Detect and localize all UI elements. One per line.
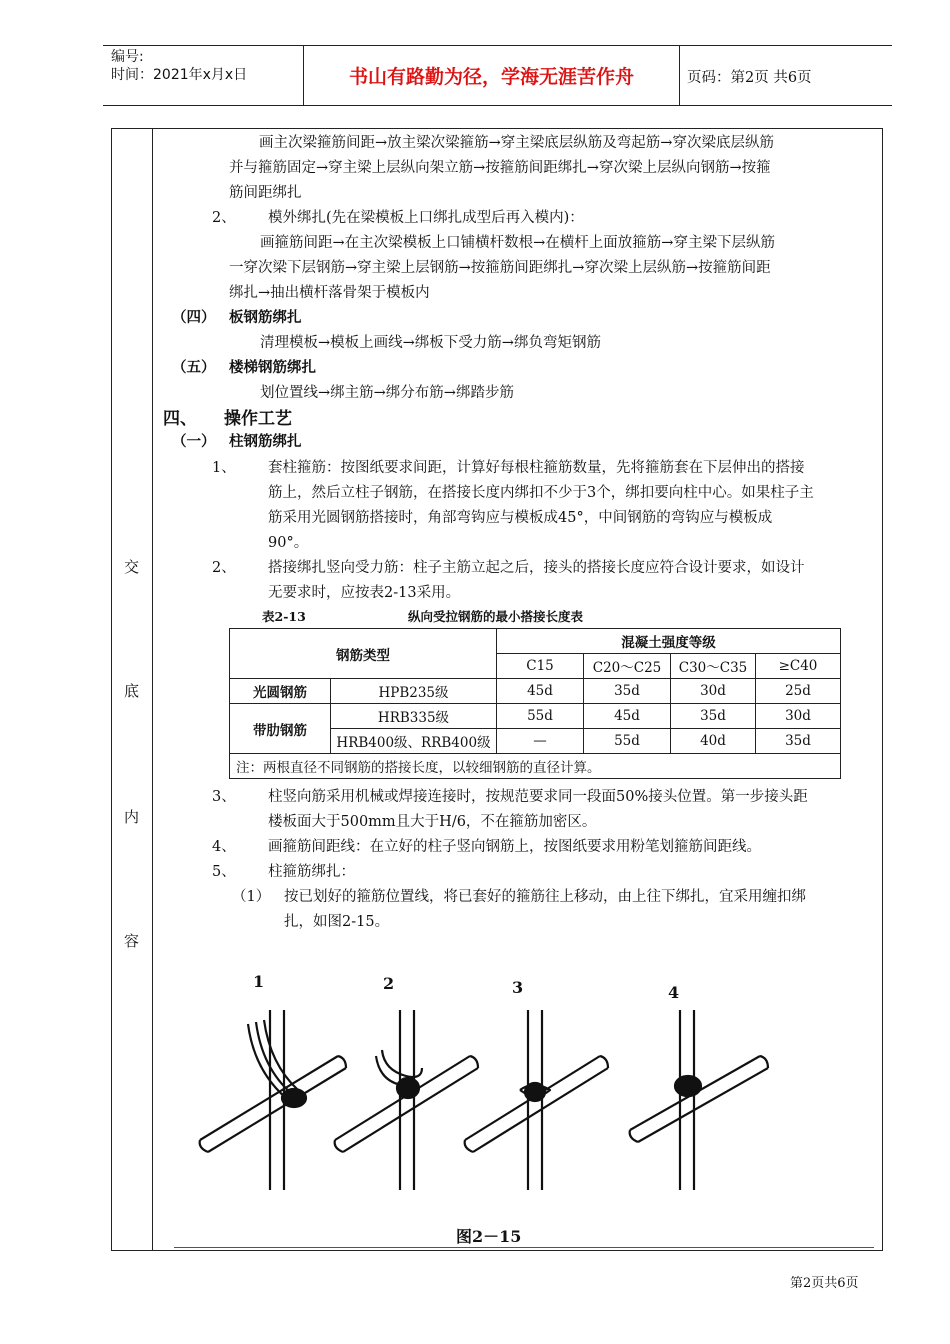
table-cell: 45d [584,704,671,729]
text-line: 筋间距绑扎 [229,185,302,201]
figure-step-label: 3 [512,978,524,997]
table-row [230,704,841,729]
table-header-row [230,629,841,654]
figure-caption: 图2－15 [456,1227,522,1246]
footer-page-number: 第2页共6页 [790,1276,859,1291]
side-label-char: 内 [124,808,140,826]
table-cell-type: HRB335级 [331,704,497,729]
list-number: 5、 [212,864,236,880]
text-line: 划位置线→绑主筋→绑分布筋→绑踏步筋 [260,385,514,401]
header-motto: 书山有路勤为径，学海无涯苦作舟 [348,66,634,88]
text-line: 一穿次梁下层钢筋→穿主梁上层钢筋→按箍筋间距绑扎→穿次梁上层纵筋→按箍筋间距 [229,260,771,276]
table-number: 表2-13 [262,609,306,624]
text-line: 套柱箍筋：按图纸要求间距，计算好每根柱箍筋数量，先将箍筋套在下层伸出的搭接 [268,460,805,476]
lap-length-table [229,628,841,779]
table-cell: 30d [671,679,756,704]
section-number: （五） [172,360,216,376]
table-header-type: 钢筋类型 [230,629,497,679]
list-number: 3、 [212,789,236,805]
table-cell: 55d [497,704,584,729]
text-line: 搭接绑扎竖向受力筋：柱子主筋立起之后，接头的搭接长度应符合设计要求，如设计 [268,560,805,576]
figure-step-label: 2 [383,974,395,993]
list-number: 2、 [212,210,236,226]
text-line: 筋上，然后立柱子钢筋，在搭接长度内绑扣不少于3个，绑扣要向柱中心。如果柱子主 [268,485,814,501]
table-grade-cell: C20～C25 [584,654,671,679]
rebar-tie-step-1 [200,1010,346,1190]
table-row [230,679,841,704]
figure-step-label: 1 [253,972,265,991]
table-grade-cell: ≥C40 [756,654,841,679]
list-number: 2、 [212,560,236,576]
document-time-label: 时间：2021年x月x日 [111,67,248,83]
section-heading: 楼梯钢筋绑扎 [229,360,316,376]
text-line: 画箍筋间距线：在立好的柱子竖向钢筋上，按图纸要求用粉笔划箍筋间距线。 [268,839,761,855]
section-number: （一） [172,434,216,450]
table-cell: 35d [584,679,671,704]
rebar-tie-step-2 [335,1010,478,1190]
table-cell: 30d [756,704,841,729]
text-line: 楼板面大于500mm且大于H/6，不在箍筋加密区。 [268,814,597,830]
figure-step-label: 4 [668,983,680,1002]
rebar-tie-step-3 [465,1010,608,1190]
text-line: 扎，如图2-15。 [284,914,390,930]
text-line: 按已划好的箍筋位置线，将已套好的箍筋往上移动，由上往下绑扎，宜采用缠扣绑 [284,889,806,905]
text-line: 绑扎→抽出横杆落骨架于模板内 [229,285,430,301]
section-heading: 柱钢筋绑扎 [229,434,302,450]
side-label-char: 交 [124,558,140,576]
rebar-tying-illustration [160,990,880,1205]
table-cell: 35d [756,729,841,754]
table-grade-cell: C15 [497,654,584,679]
text-line: 画箍筋间距→在主次梁模板上口铺横杆数根→在横杆上面放箍筋→穿主梁下层纵筋 [260,235,775,251]
text-line: 筋采用光圆钢筋搭接时，角部弯钩应与模板成45°，中间钢筋的弯钩应与模板成 [268,510,773,526]
table-cell: — [497,729,584,754]
rebar-tie-step-4 [630,1010,768,1190]
table-cell-group: 光圆钢筋 [230,679,331,704]
header-page-label: 页码：第2页 共6页 [687,70,812,86]
chapter-number: 四、 [163,409,197,429]
table-note-row [230,754,841,779]
text-line: 模外绑扎(先在梁模板上口绑扎成型后再入模内)： [268,210,584,226]
chapter-heading: 操作工艺 [224,409,292,429]
list-number: 4、 [212,839,236,855]
table-cell: 35d [671,704,756,729]
table-title: 纵向受拉钢筋的最小搭接长度表 [408,609,584,624]
text-line: 画主次梁箍筋间距→放主梁次梁箍筋→穿主梁底层纵筋及弯起筋→穿次梁底层纵筋 [259,135,774,151]
section-heading: 板钢筋绑扎 [229,310,302,326]
list-number: 1、 [212,460,236,476]
table-cell: 25d [756,679,841,704]
table-header-grade: 混凝土强度等级 [497,629,841,654]
table-cell: 40d [671,729,756,754]
text-line: 清理模板→模板上画线→绑板下受力筋→绑负弯矩钢筋 [260,335,601,351]
side-label-char: 容 [124,932,140,950]
text-line: 柱箍筋绑扎： [268,864,355,880]
section-number: （四） [172,310,216,326]
table-note: 注：两根直径不同钢筋的搭接长度，以较细钢筋的直径计算。 [230,754,841,779]
list-number: （1） [232,889,271,905]
side-label-char: 底 [124,682,140,700]
table-cell-type: HRB400级、RRB400级 [331,729,497,754]
text-line: 并与箍筋固定→穿主梁上层纵向架立筋→按箍筋间距绑扎→穿次梁上层纵向钢筋→按箍 [229,160,771,176]
table-cell-group: 带肋钢筋 [230,704,331,754]
table-cell-type: HPB235级 [331,679,497,704]
text-line: 无要求时，应按表2-13采用。 [268,585,461,601]
document-number-label: 编号: [111,49,144,65]
table-cell: 55d [584,729,671,754]
table-cell: 45d [497,679,584,704]
table-grade-cell: C30～C35 [671,654,756,679]
text-line: 柱竖向筋采用机械或焊接连接时，按规范要求同一段面50%接头位置。第一步接头距 [268,789,808,805]
text-line: 90°。 [268,535,309,551]
